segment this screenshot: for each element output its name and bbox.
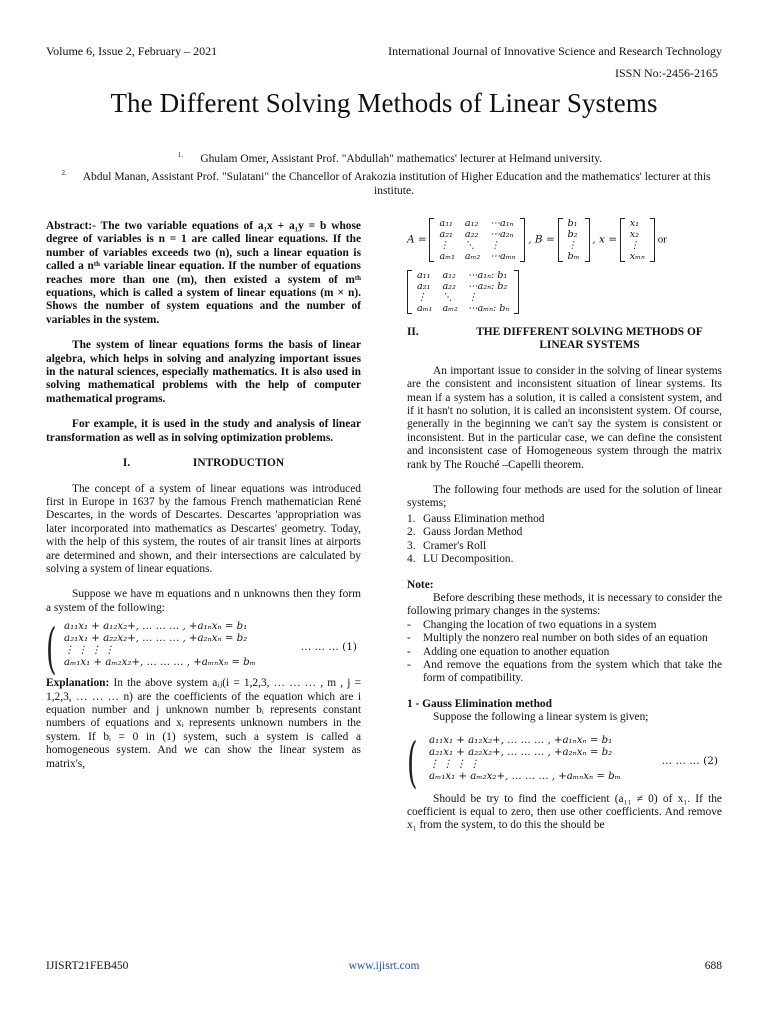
equation-system-1: ( a₁₁x₁ + a₁₂x₂+, … … … , +a₁ₙxₙ = b₁ a₂₁x₁ + a₂₂x₂+, … … … , +a₂ₙxₙ = b₂ ⋮ ⋮ ⋮ ⋮ aₘ₁x₁ + aₘ₂x₂+, … … … , +aₘₙxₙ = bₘ … … … (1)	[46, 617, 357, 681]
consistency-paragraph: An important issue to consider in the solving of linear systems are the consistent and inconsistent situation of linear systems. Its mean if a system has a solution, it is called a consistent system, and if it hasn't no solution, it is called an inconsistent system. Of course, generally in the beginning we can't say the system is consistent or inconsistent. But in the particular case, we can define the consistent and inconsistent case of Homogeneous system through the matrix rank by The Rouché –Capelli theorem.	[407, 364, 722, 471]
list-item: 2. Gauss Jordan Method	[407, 526, 523, 539]
page-number: 688	[704, 960, 722, 972]
matrix-b	[558, 218, 590, 262]
methods-intro: The following four methods are used for the solution of linear systems;	[407, 484, 722, 510]
matrix-cell: ⋯a₁ₙ: b₁	[467, 270, 508, 281]
left-column	[46, 220, 361, 783]
matrix-cell: ⋯aₘₙ: bₙ	[467, 303, 510, 314]
methods-list	[407, 513, 722, 567]
matrix-cell: ⋮	[567, 240, 578, 251]
matrix-cell: bₘ	[567, 251, 580, 262]
matrix-cell: xₘₙ	[629, 251, 645, 262]
matrix-cell: aₘ₁	[417, 303, 433, 314]
authors	[60, 148, 720, 198]
matrix-cell: a₁₂	[464, 218, 479, 229]
matrix-cell: a₂₂	[464, 229, 479, 240]
suppose-paragraph: Suppose we have m equations and n unknowns then they form a system of the following:	[46, 588, 361, 614]
list-item: - And remove the equations from the system which that take the form of compatibility.	[407, 658, 722, 685]
right-column	[407, 218, 722, 845]
abstract: Abstract:- The two variable equations of a₁x + a₁y = b whose degree of variables is n = 1 are called linear equations. If the number of variables exceeds two (n), such a linear equation is called a nᵗʰ variable linear equation. If the number of equations reaches more than one (m), then existed a system of mᵗʰ equations, which is called a system of linear equations (m × n). Shows the number of system equations and the number of variables in the system.	[46, 220, 361, 326]
left-brace: (	[46, 617, 57, 681]
matrix-cell: aₘ₂	[442, 303, 458, 314]
matrix-cell: x₁	[629, 218, 640, 229]
matrix-cell: a₁₂	[442, 270, 456, 281]
list-item: - Changing the location of two equations in a system	[407, 618, 657, 631]
matrix-cell: a₂₁	[439, 229, 453, 240]
volume-info: Volume 6, Issue 2, February – 2021	[46, 44, 218, 58]
matrix-a	[429, 218, 525, 262]
gauss-heading: 1 - Gauss Elimination method	[407, 697, 552, 710]
paper-title: The Different Solving Methods of Linear Systems	[110, 88, 658, 118]
author-1: $^{1.}$ Ghulam Omer, Assistant Prof. "Abdullah" mathematics' lecturer at Helmand university.	[177, 151, 603, 165]
matrix-cell: ⋮	[439, 240, 450, 251]
section-1-heading: I. INTRODUCTION	[122, 457, 285, 470]
matrix-cell: a₂₂	[442, 281, 456, 292]
list-item: 4. LU Decomposition.	[407, 553, 514, 566]
equation-system-2: ( a₁₁x₁ + a₁₂x₂+, … … … , +a₁ₙxₙ = b₁ a₂₁x₁ + a₂₂x₂+, … … … , +a₂ₙxₙ = b₂ ⋮ ⋮ ⋮ ⋮ aₘ₁x₁ + aₘ₂x₂+, … … … , +aₘₙxₙ = bₘ … … … (2)	[407, 730, 718, 794]
matrix-cell: ⋯a₂ₙ: b₂	[467, 281, 508, 292]
note-label: Note:	[407, 578, 434, 591]
augmented-matrix	[407, 270, 722, 314]
matrix-cell: ⋮	[417, 292, 427, 303]
matrix-cell: ⋯a₂ₙ	[490, 229, 514, 240]
equation-number-2: … … … (2)	[661, 754, 718, 767]
matrix-cell: ⋮	[629, 240, 640, 251]
matrix-definitions: A = a₁₁ a₁₂ ⋯a₁ₙ a₂₁ a₂₂ ⋯a₂ₙ ⋮ ⋱ ⋮ aₘ₁ aₘ₂ ⋯aₘₙ , B = b₁ b₂ ⋮ bₘ , x = x₁ x₂ ⋮ xₘₙ or	[407, 218, 667, 262]
matrix-cell: ⋱	[442, 292, 453, 303]
issn: ISSN No:-2456-2165	[614, 66, 718, 80]
matrix-cell: ⋯aₘₙ	[490, 251, 516, 262]
section-2-heading: II. THE DIFFERENT SOLVING METHODS OF LINEAR SYSTEMS	[407, 326, 703, 352]
matrix-cell: ⋱	[464, 240, 475, 251]
left-brace: (	[407, 730, 418, 794]
matrix-cell: b₁	[567, 218, 578, 229]
list-item: 1. Gauss Elimination method	[407, 512, 545, 525]
list-item: - Adding one equation to another equation	[407, 645, 610, 658]
abstract-paragraph-2: The system of linear equations forms the basis of linear algebra, which helps in solving and analyzing important issues in the natural sciences, especially mathematics. It is also used in solving mathematical problems with the help of computer mathematical programs.	[46, 339, 361, 405]
final-paragraph: Should be try to find the coefficient (a₁₁ ≠ 0) of x₁. If the coefficient is equal to zero, then use other coefficients. And remove x₁ from the system, to do this the should be	[407, 792, 722, 832]
abstract-paragraph-3: For example, it is used in the study and analysis of linear transformation as well as in solving optimization problems.	[46, 418, 361, 444]
journal-link[interactable]: www.ijisrt.com	[348, 960, 420, 972]
explanation-paragraph: Explanation: In the above system aᵢⱼ(i = 1,2,3, … … … , m , j = 1,2,3, … … … n) are the coefficients of the equation which are i equation number and j unknown number bᵢ represents constant numbers of equations and xᵢ represents unknown numbers in the system. If bᵢ = 0 in (1) system, such a system is called a homogeneous system. And we can show the linear system as matrix's,	[46, 677, 361, 770]
matrix-cell: ⋯a₁ₙ	[490, 218, 514, 229]
matrix-cell: aₘ₁	[439, 251, 455, 262]
matrix-x	[620, 218, 655, 262]
matrix-cell: ⋮	[467, 292, 478, 303]
gauss-intro: Suppose the following a linear system is given;	[433, 711, 649, 724]
journal-name: International Journal of Innovative Science and Research Technology	[388, 44, 722, 58]
matrix-cell: aₘ₂	[464, 251, 481, 262]
matrix-cell: x₂	[629, 229, 640, 240]
list-item: 3. Cramer's Roll	[407, 539, 487, 552]
matrix-cell: a₁₁	[417, 270, 431, 281]
paper-id: IJISRT21FEB450	[46, 960, 129, 972]
matrix-cell: b₂	[567, 229, 578, 240]
note-paragraph: Before describing these methods, it is necessary to consider the following primary changes in the systems:	[407, 591, 722, 618]
author-2: $^{2.}$ Abdul Manan, Assistant Prof. "Sulatani" the Chancellor of Arakozia institution of Higher Education and the mathematics' lecturer at this institute.	[61, 168, 711, 197]
list-item: - Multiply the nonzero real number on both sides of an equation	[407, 632, 708, 645]
changes-list	[407, 619, 722, 686]
matrix-cell: a₂₁	[417, 281, 431, 292]
introduction-paragraph: The concept of a system of linear equations was introduced first in Europe in 1637 by the famous French mathematician René Descartes, in the words of Descartes. Descartes 'appropriation was later incorporated into mathematics as Descartes' geometry. Today, with the help of this system, the routes of air transit lines at airports are determined and shown, and their intersections are calculated by solving a system of linear equations.	[46, 482, 361, 575]
matrix-cell: ⋮	[490, 240, 500, 251]
matrix-cell: a₁₁	[439, 218, 453, 229]
equation-number-1: … … … (1)	[300, 641, 357, 654]
